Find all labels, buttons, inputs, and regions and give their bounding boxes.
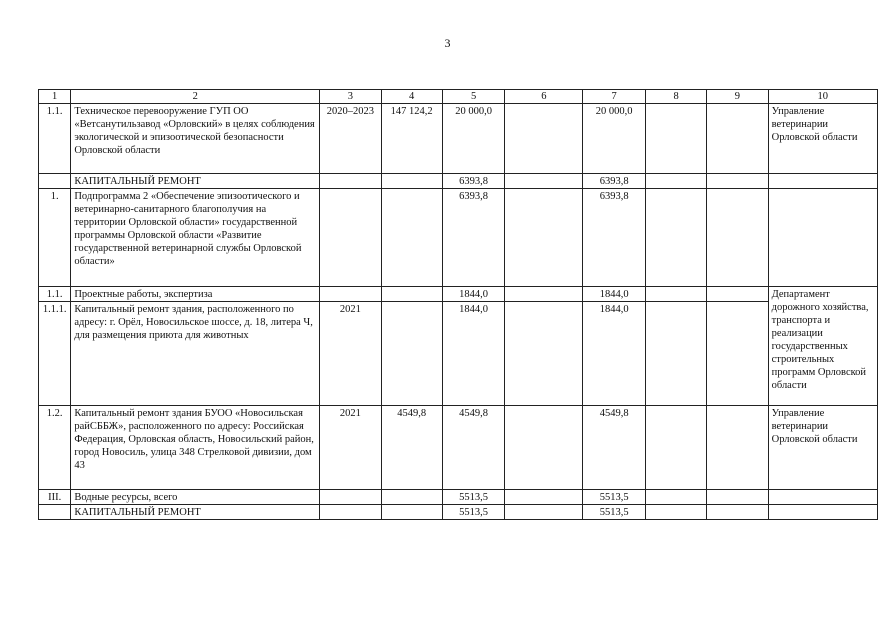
- value-cell: [505, 406, 583, 490]
- value-cell: 4549,8: [381, 406, 442, 490]
- responsible-cell: [768, 490, 877, 505]
- row-number: [39, 505, 71, 520]
- row-name: КАПИТАЛЬНЫЙ РЕМОНТ: [71, 505, 320, 520]
- value-cell: [505, 505, 583, 520]
- column-header: 7: [583, 90, 645, 104]
- value-cell: [707, 189, 768, 287]
- responsible-cell: [768, 189, 877, 287]
- row-number: 1.1.: [39, 104, 71, 174]
- page-number: 3: [444, 36, 451, 50]
- row-number: III.: [39, 490, 71, 505]
- period-cell: 2021: [320, 302, 381, 406]
- value-cell: [707, 104, 768, 174]
- row-number: 1.1.1.: [39, 302, 71, 406]
- value-cell: 6393,8: [442, 189, 504, 287]
- value-cell: [381, 287, 442, 302]
- row-name: Техническое перевооружение ГУП ОО «Ветсанутильзавод «Орловский» в целях соблюдения экологической и эпизоотической безопасности Орловской области: [71, 104, 320, 174]
- row-name: Проектные работы, экспертиза: [71, 287, 320, 302]
- value-cell: 1844,0: [583, 302, 645, 406]
- value-cell: 20 000,0: [583, 104, 645, 174]
- responsible-cell: Управление ветеринарии Орловской области: [768, 406, 877, 490]
- table-row: [39, 490, 878, 505]
- row-name: Капитальный ремонт здания БУОО «Новосильская райСББЖ», расположенного по адресу: Российская Федерация, Орловская область, Новосильский район, город Новосиль, улица 348 Стрелковой дивизии, дом 43: [71, 406, 320, 490]
- column-header: 5: [442, 90, 504, 104]
- value-cell: [645, 505, 706, 520]
- table-row: [39, 104, 878, 174]
- value-cell: [381, 302, 442, 406]
- value-cell: [381, 490, 442, 505]
- value-cell: [707, 174, 768, 189]
- value-cell: 6393,8: [442, 174, 504, 189]
- value-cell: 4549,8: [583, 406, 645, 490]
- row-number: 1.: [39, 189, 71, 287]
- table-row: [39, 189, 878, 287]
- row-name: Водные ресурсы, всего: [71, 490, 320, 505]
- column-header: 6: [505, 90, 583, 104]
- value-cell: [381, 189, 442, 287]
- value-cell: 20 000,0: [442, 104, 504, 174]
- value-cell: [505, 104, 583, 174]
- value-cell: 5513,5: [583, 505, 645, 520]
- value-cell: [707, 302, 768, 406]
- value-cell: [645, 104, 706, 174]
- row-number: [39, 174, 71, 189]
- value-cell: 6393,8: [583, 174, 645, 189]
- row-name: КАПИТАЛЬНЫЙ РЕМОНТ: [71, 174, 320, 189]
- row-name: Капитальный ремонт здания, расположенного по адресу: г. Орёл, Новосильское шоссе, д. 18, литера Ч, для размещения приюта для животных: [71, 302, 320, 406]
- table-row: [39, 174, 878, 189]
- value-cell: [645, 287, 706, 302]
- value-cell: [505, 490, 583, 505]
- value-cell: 5513,5: [442, 490, 504, 505]
- value-cell: [505, 302, 583, 406]
- period-cell: 2020–2023: [320, 104, 381, 174]
- row-name: Подпрограмма 2 «Обеспечение эпизоотического и ветеринарно-санитарного благополучия на территории Орловской области» государственной программы Орловской области «Развитие государственной ветеринарной службы Орловской области»: [71, 189, 320, 287]
- value-cell: 1844,0: [442, 287, 504, 302]
- value-cell: [381, 174, 442, 189]
- table-row: [39, 287, 878, 302]
- row-number: 1.1.: [39, 287, 71, 302]
- period-cell: [320, 287, 381, 302]
- column-header: 8: [645, 90, 706, 104]
- value-cell: 5513,5: [583, 490, 645, 505]
- column-number-row: [39, 90, 878, 104]
- value-cell: [645, 490, 706, 505]
- responsible-cell: Департамент дорожного хозяйства, транспорта и реализации государственных строительных программ Орловской области: [768, 287, 877, 406]
- column-header: 4: [381, 90, 442, 104]
- period-cell: [320, 174, 381, 189]
- value-cell: [707, 505, 768, 520]
- table-row: [39, 302, 878, 406]
- value-cell: [645, 406, 706, 490]
- value-cell: [381, 505, 442, 520]
- responsible-cell: Управление ветеринарии Орловской области: [768, 104, 877, 174]
- value-cell: [707, 490, 768, 505]
- value-cell: 147 124,2: [381, 104, 442, 174]
- period-cell: [320, 490, 381, 505]
- period-cell: [320, 505, 381, 520]
- column-header: 1: [39, 90, 71, 104]
- value-cell: [505, 174, 583, 189]
- responsible-cell: [768, 505, 877, 520]
- row-number: 1.2.: [39, 406, 71, 490]
- period-cell: 2021: [320, 406, 381, 490]
- budget-table: [38, 89, 878, 520]
- value-cell: [707, 287, 768, 302]
- value-cell: 1844,0: [442, 302, 504, 406]
- table-row: [39, 406, 878, 490]
- column-header: 9: [707, 90, 768, 104]
- value-cell: 4549,8: [442, 406, 504, 490]
- responsible-cell: [768, 174, 877, 189]
- value-cell: [645, 174, 706, 189]
- value-cell: [645, 302, 706, 406]
- value-cell: [645, 189, 706, 287]
- value-cell: [707, 406, 768, 490]
- value-cell: 6393,8: [583, 189, 645, 287]
- column-header: 10: [768, 90, 877, 104]
- period-cell: [320, 189, 381, 287]
- value-cell: [505, 287, 583, 302]
- column-header: 3: [320, 90, 381, 104]
- column-header: 2: [71, 90, 320, 104]
- value-cell: [505, 189, 583, 287]
- value-cell: 5513,5: [442, 505, 504, 520]
- table-row: [39, 505, 878, 520]
- value-cell: 1844,0: [583, 287, 645, 302]
